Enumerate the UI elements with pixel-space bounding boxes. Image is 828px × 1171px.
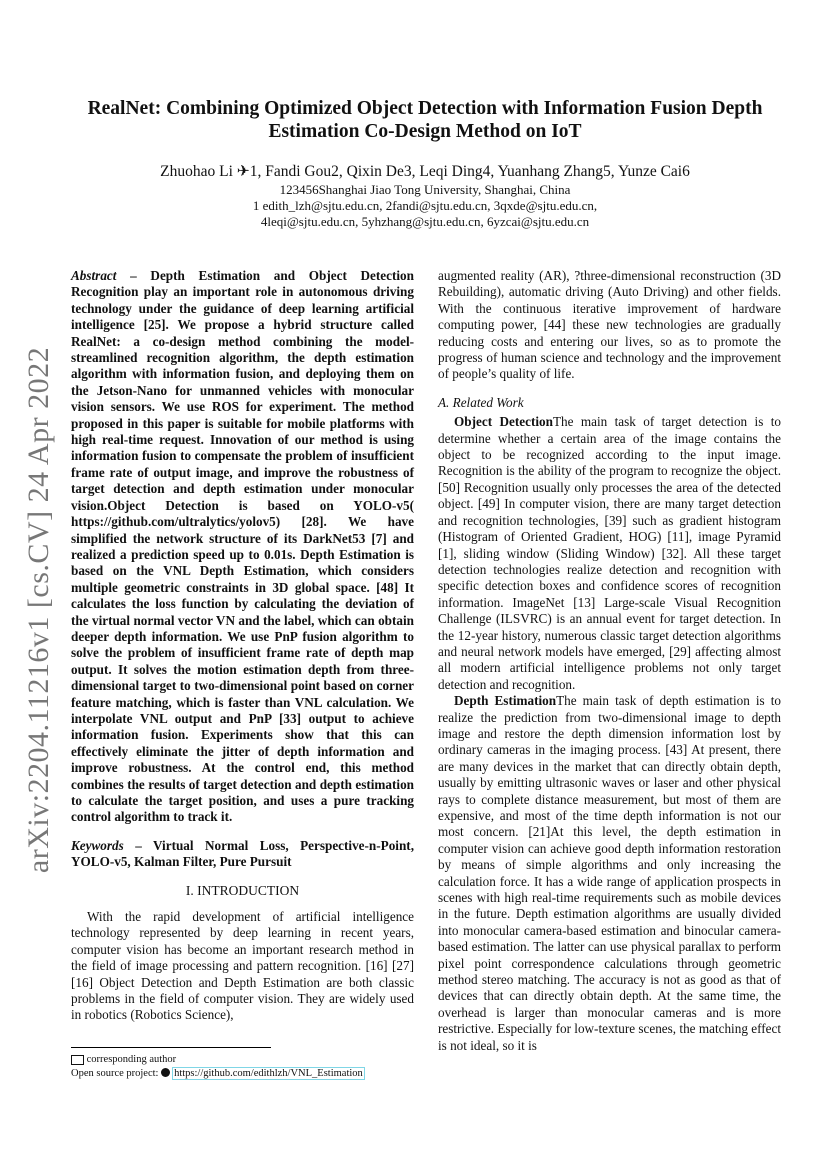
abstract-text: – Depth Estimation and Object Detection Recognition play an important role in autonomous driving technology under the guidance of deep learning artificial intelligence [25]. We propose a hybrid structure called RealNet: a co-design method combining the model-streamlined recognition algorithm, the depth estimation algorithm with information fusion, and deploying them on the Jetson-Nano for unmanned vehicles with monocular vision sensors. We use ROS for experiment. The method proposed in this paper is suitable for mobile platforms with high real-time request. Innovation of our method is using information fusion to compensate the problem of insufficient frame rate of output image, and improve the robustness of target detection and depth estimation under monocular vision.Object Detection is based on YOLO-v5( https://github.com/ultralytics/yolov5) [28]. We have simplified the network structure of its DarkNet53 [7] and realized a prediction speed up to 0.01s. Depth Estimation is based on the VNL Depth Estimation, which considers multiple geometric constraints in 3D global space. [48] It calculates the loss function by calculating the deviation of the virtual normal vector VN and the label, which can obtain deeper depth information. We use PnP fusion algorithm to solve the problem of insufficient frame rate of depth map output. It solves the motion estimation depth from three-dimensional target to two-dimensional point based on corner feature matching, which is faster than VNL calculation. We interpolate VNL output and PnP [33] output to achieve information fusion. Experiments show that this can effectively eliminate the jitter of depth information and improve robustness. At the control end, this method combines the results of target detection and depth estimation to calculate the target position, and uses a pure tracking control algorithm to track it.	[71, 268, 414, 825]
project-link[interactable]: https://github.com/edithlzh/VNL_Estimation	[174, 1068, 363, 1079]
emails-line-1: 1 edith_lzh@sjtu.edu.cn, 2fandi@sjtu.edu.cn, 3qxde@sjtu.edu.cn,	[252, 198, 598, 213]
footnotes	[71, 1047, 414, 1081]
author-list: Zhuohao Li ✈1, Fandi Gou2, Qixin De3, Leqi Ding4, Yuanhang Zhang5, Yunze Cai6	[160, 163, 690, 180]
intro-paragraph: With the rapid development of artificial intelligence technology represented by deep learning in recent years, computer vision has become an important research method in the field of image processing and pattern recognition. [16] [27] [16] Object Detection and Depth Estimation are both classic problems in the field of computer vision. They are widely used in robotics (Robotics Science),	[71, 909, 414, 1023]
keywords	[71, 838, 414, 871]
depth-estimation-text: The main task of depth estimation is to realize the prediction from two-dimensional image to depth image and restore the depth dimension information lost by ordinary cameras in the imaging process. [43] At present, there are many devices in the market that can directly obtain depth, usually by emitting ultrasonic waves or laser and other physical rays to complete distance measurement, but most of them are expensive, and most of the time depth information is not our most concern. [21]At this level, the depth estimation in computer vision can achieve good depth information restoration by means of simple algorithms and only increasing the calculation force. It has a wide range of application prospects in scenes with high real-time requirements such as mobile devices in the future. Depth estimation algorithms are usually divided into monocular camera-based estimation and binocular camera-based estimation. The latter can use physical parallax to perform pixel point correspondence calculations through geometric method stereo matching. The accuracy is not as good as that of devices that can directly obtain depth. At the same time, the overhead is larger than monocular cameras and is more restrictive. Especially for low-texture scenes, the matching effect is not ideal, so it is	[438, 693, 781, 1053]
right-column	[438, 268, 781, 1054]
paper-title: RealNet: Combining Optimized Object Detection with Information Fusion Depth Estimation Co-Design Method on IoT	[87, 98, 763, 142]
affiliations	[70, 182, 780, 230]
footnote-author: corresponding author	[71, 1053, 414, 1067]
keywords-text: – Virtual Normal Loss, Perspective-n-Point, YOLO-v5, Kalman Filter, Pure Pursuit	[71, 837, 414, 870]
github-icon	[161, 1068, 170, 1077]
arxiv-stamp	[16, 346, 62, 874]
affiliation-line: 123456Shanghai Jiao Tong University, Shanghai, China	[279, 182, 571, 197]
abstract-label: Abstract	[71, 268, 117, 283]
intro-continued: augmented reality (AR), ?three-dimensional reconstruction (3D Rebuilding), automatic driving (Auto Driving) and other fields. With the continuous iterative improvement of hardware computing power, [44] these new technologies are gradually reducing costs and entering our lives, so as to promote the progress of human science and technology and the improvement of people’s quality of life.	[438, 268, 781, 382]
envelope-icon	[71, 1055, 84, 1065]
footnote-project: Open source project: https://github.com/edithlzh/VNL_Estimation	[71, 1068, 363, 1079]
depth-estimation-paragraph	[438, 693, 781, 1054]
object-detection-text: The main task of target detection is to determine whether a certain area of the image contains the object to be recognized according to the input image. Recognition is the ability of the program to recognize the object. [50] Recognition usually only processes the area of the detected object. [49] In computer vision, there are many target detection and recognition technologies, [39] such as gradient histogram (Histogram of Oriented Gradient, HOG) [11], image Pyramid [1], sliding window (Sliding Window) [32]. All these target detection technologies realize detection and recognition with specific detection boxes and confidence scores of recognition information. ImageNet [13] Large-scale Visual Recognition Challenge (ILSVRC) is an annual event for target detection. In the 12-year history, numerous classic target detection algorithms and neural network models have emerged, [29] affecting almost all modern artificial intelligence problems not only target detection and recognition.	[438, 414, 781, 692]
arxiv-stamp-text: arXiv:2204.11216v1 [cs.CV] 24 Apr 2022	[22, 346, 55, 874]
footnote-rule	[71, 1047, 271, 1048]
object-detection-label: Object Detection	[454, 414, 553, 430]
subsection-heading-related-work: A. Related Work	[438, 394, 524, 410]
keywords-label: Keywords	[71, 837, 124, 853]
emails-line-2: 4leqi@sjtu.edu.cn, 5yhzhang@sjtu.edu.cn, 6yzcai@sjtu.edu.cn	[260, 214, 590, 229]
object-detection-paragraph	[438, 414, 781, 693]
left-column	[71, 268, 414, 1024]
section-heading-introduction: I. INTRODUCTION	[185, 882, 300, 898]
depth-estimation-label: Depth Estimation	[454, 693, 557, 709]
abstract	[71, 268, 414, 826]
